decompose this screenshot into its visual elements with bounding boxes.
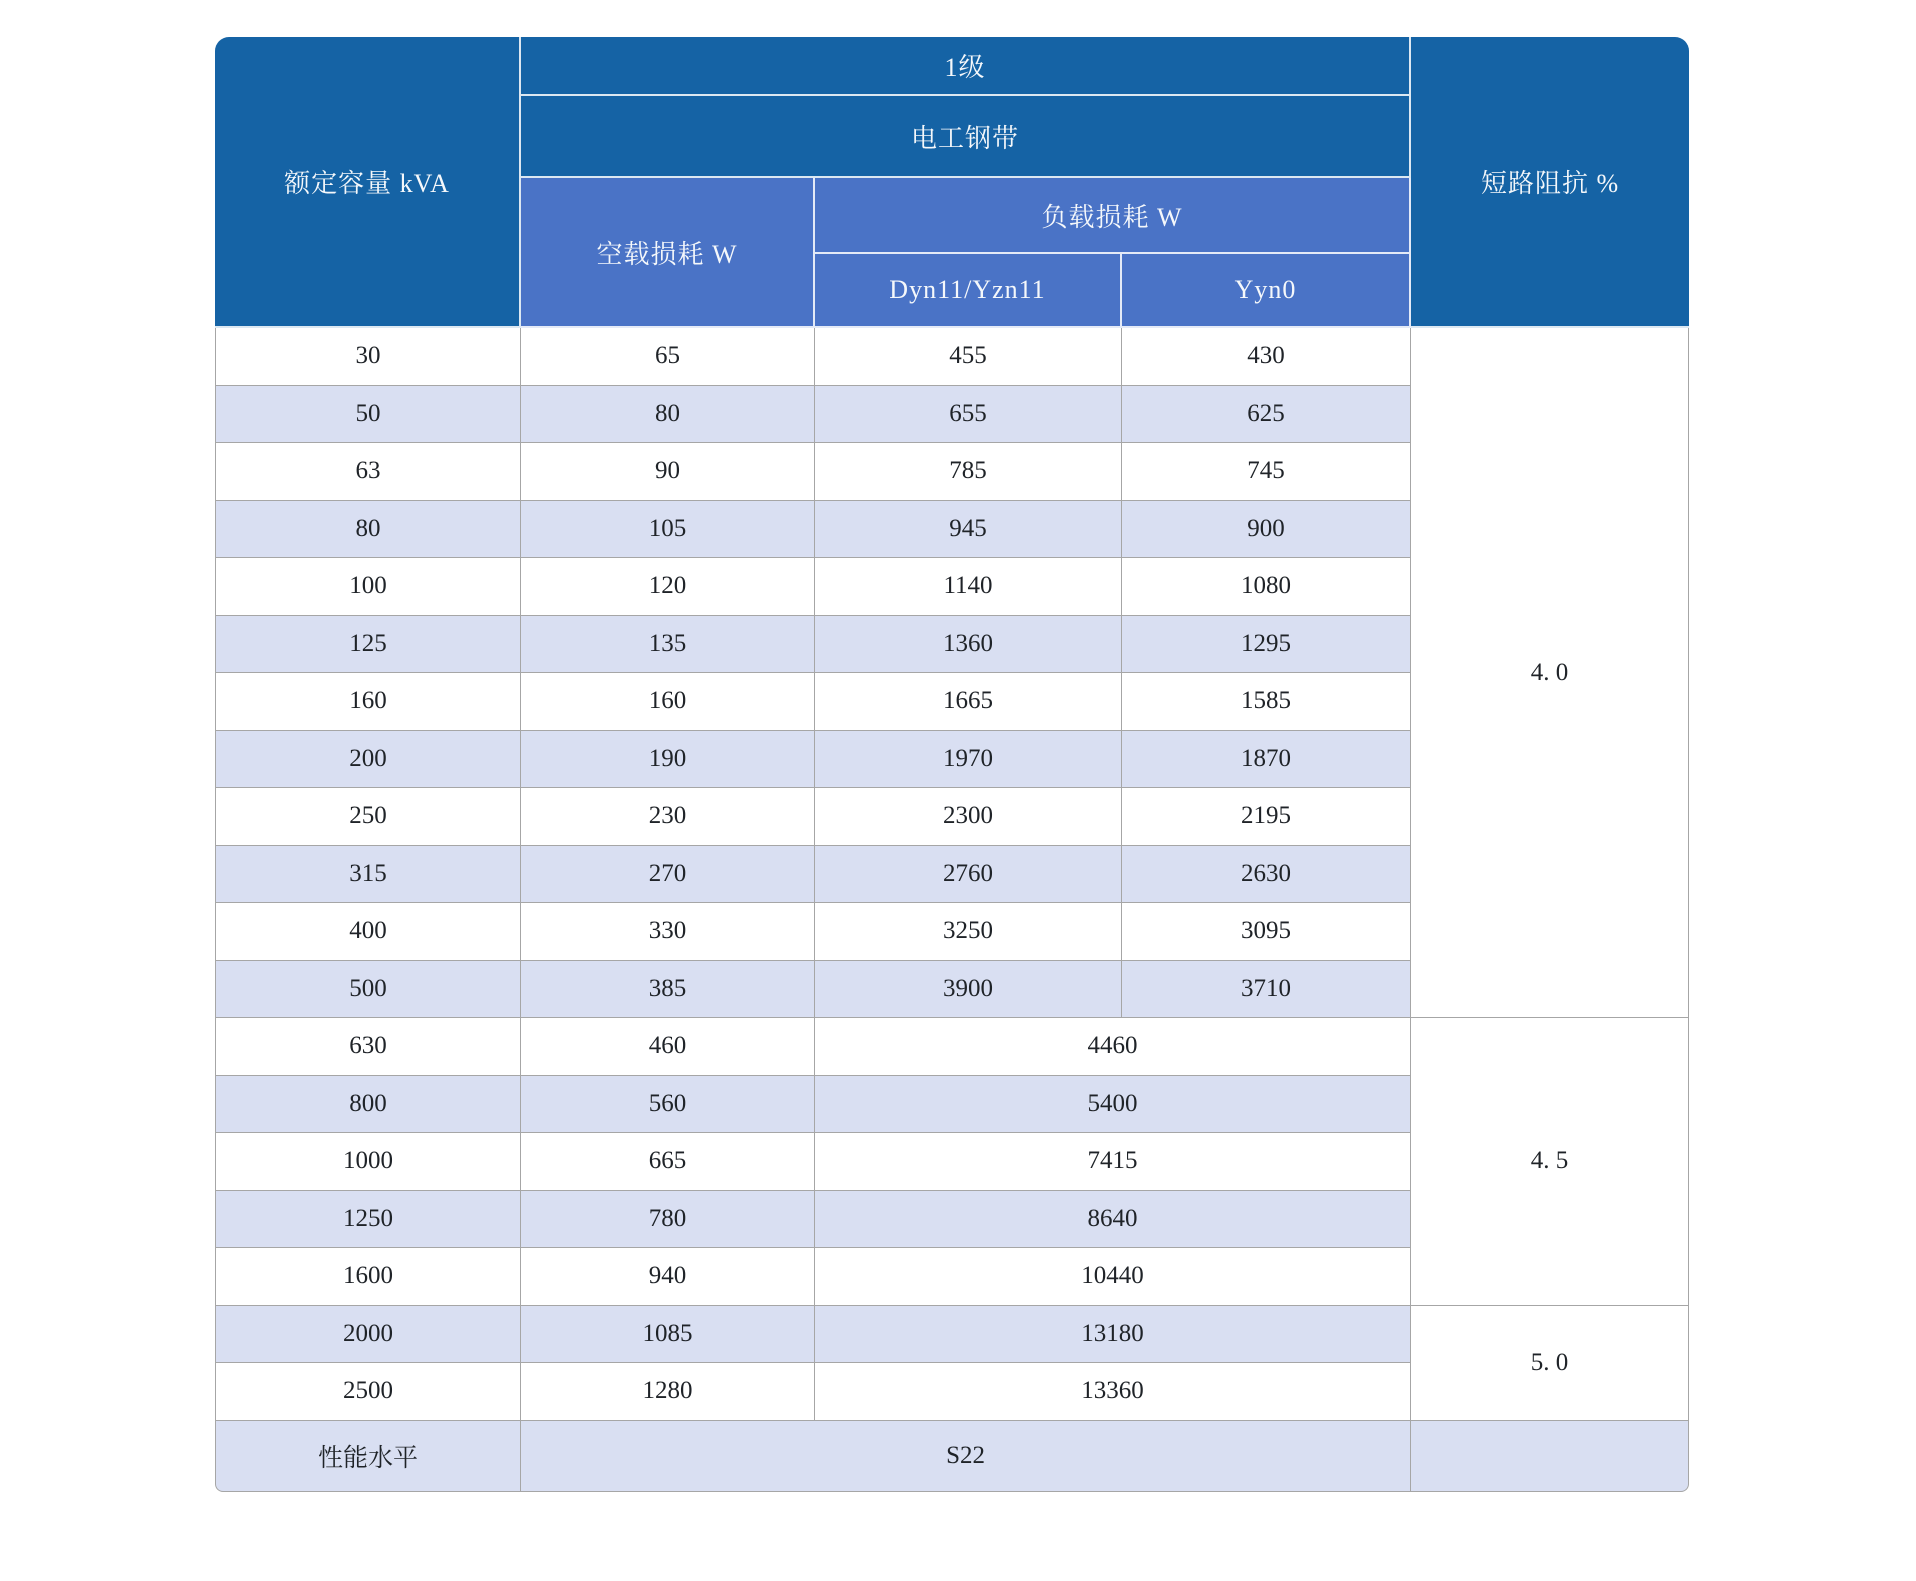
cell-capacity: 80 xyxy=(215,501,521,559)
cell-no-load-loss: 665 xyxy=(521,1133,815,1191)
header-dyn11-yzn11: Dyn11/Yzn11 xyxy=(815,254,1122,328)
cell-load-loss-dyn: 945 xyxy=(815,501,1122,559)
cell-load-loss-dyn: 785 xyxy=(815,443,1122,501)
cell-impedance: 5. 0 xyxy=(1411,1306,1689,1421)
cell-load-loss-dyn: 3900 xyxy=(815,961,1122,1019)
cell-load-loss-dyn: 2300 xyxy=(815,788,1122,846)
cell-load-loss-dyn: 455 xyxy=(815,328,1122,386)
footer-label: 性能水平 xyxy=(215,1421,521,1492)
cell-no-load-loss: 65 xyxy=(521,328,815,386)
cell-capacity: 63 xyxy=(215,443,521,501)
cell-capacity: 1000 xyxy=(215,1133,521,1191)
cell-capacity: 400 xyxy=(215,903,521,961)
table-row xyxy=(215,1306,1689,1364)
header-no-load-loss: 空载损耗 W xyxy=(521,178,815,328)
cell-capacity: 100 xyxy=(215,558,521,616)
cell-no-load-loss: 940 xyxy=(521,1248,815,1306)
cell-load-loss-yyn: 900 xyxy=(1122,501,1411,559)
cell-no-load-loss: 330 xyxy=(521,903,815,961)
cell-capacity: 800 xyxy=(215,1076,521,1134)
transformer-loss-spec-table xyxy=(215,37,1689,1492)
cell-load-loss-merged: 7415 xyxy=(815,1133,1411,1191)
cell-impedance: 4. 0 xyxy=(1411,328,1689,1018)
cell-no-load-loss: 560 xyxy=(521,1076,815,1134)
cell-capacity: 1250 xyxy=(215,1191,521,1249)
cell-load-loss-dyn: 1970 xyxy=(815,731,1122,789)
cell-no-load-loss: 385 xyxy=(521,961,815,1019)
header-impedance: 短路阻抗 % xyxy=(1411,37,1689,328)
cell-capacity: 250 xyxy=(215,788,521,846)
header-level-1: 1级 xyxy=(521,37,1411,96)
cell-no-load-loss: 80 xyxy=(521,386,815,444)
header-steel-strip: 电工钢带 xyxy=(521,96,1411,178)
footer-row xyxy=(215,1421,1689,1492)
cell-load-loss-merged: 13360 xyxy=(815,1363,1411,1421)
table-row xyxy=(215,1018,1689,1076)
footer-empty-cell xyxy=(1411,1421,1689,1492)
cell-capacity: 630 xyxy=(215,1018,521,1076)
footer-value: S22 xyxy=(521,1421,1411,1492)
cell-load-loss-yyn: 1080 xyxy=(1122,558,1411,616)
table-row xyxy=(215,328,1689,386)
cell-no-load-loss: 460 xyxy=(521,1018,815,1076)
cell-load-loss-merged: 10440 xyxy=(815,1248,1411,1306)
cell-load-loss-yyn: 1585 xyxy=(1122,673,1411,731)
header-yyn0: Yyn0 xyxy=(1122,254,1411,328)
cell-capacity: 2000 xyxy=(215,1306,521,1364)
cell-load-loss-yyn: 3095 xyxy=(1122,903,1411,961)
cell-load-loss-merged: 5400 xyxy=(815,1076,1411,1134)
cell-load-loss-yyn: 625 xyxy=(1122,386,1411,444)
cell-load-loss-yyn: 1295 xyxy=(1122,616,1411,674)
cell-load-loss-yyn: 430 xyxy=(1122,328,1411,386)
cell-load-loss-dyn: 2760 xyxy=(815,846,1122,904)
cell-load-loss-yyn: 1870 xyxy=(1122,731,1411,789)
cell-load-loss-dyn: 1360 xyxy=(815,616,1122,674)
cell-capacity: 160 xyxy=(215,673,521,731)
cell-capacity: 2500 xyxy=(215,1363,521,1421)
cell-load-loss-yyn: 2195 xyxy=(1122,788,1411,846)
header-rated-capacity: 额定容量 kVA xyxy=(215,37,521,328)
cell-load-loss-yyn: 3710 xyxy=(1122,961,1411,1019)
cell-load-loss-dyn: 1665 xyxy=(815,673,1122,731)
cell-impedance: 4. 5 xyxy=(1411,1018,1689,1306)
cell-load-loss-merged: 4460 xyxy=(815,1018,1411,1076)
cell-no-load-loss: 1280 xyxy=(521,1363,815,1421)
cell-load-loss-dyn: 3250 xyxy=(815,903,1122,961)
header-row-1 xyxy=(215,37,1689,96)
cell-load-loss-yyn: 2630 xyxy=(1122,846,1411,904)
cell-no-load-loss: 270 xyxy=(521,846,815,904)
header-load-loss: 负载损耗 W xyxy=(815,178,1411,254)
cell-no-load-loss: 120 xyxy=(521,558,815,616)
cell-no-load-loss: 780 xyxy=(521,1191,815,1249)
cell-load-loss-yyn: 745 xyxy=(1122,443,1411,501)
cell-no-load-loss: 190 xyxy=(521,731,815,789)
cell-no-load-loss: 105 xyxy=(521,501,815,559)
cell-load-loss-merged: 13180 xyxy=(815,1306,1411,1364)
cell-no-load-loss: 90 xyxy=(521,443,815,501)
cell-capacity: 50 xyxy=(215,386,521,444)
cell-no-load-loss: 160 xyxy=(521,673,815,731)
cell-capacity: 30 xyxy=(215,328,521,386)
cell-no-load-loss: 230 xyxy=(521,788,815,846)
cell-capacity: 500 xyxy=(215,961,521,1019)
cell-load-loss-merged: 8640 xyxy=(815,1191,1411,1249)
cell-capacity: 200 xyxy=(215,731,521,789)
cell-load-loss-dyn: 655 xyxy=(815,386,1122,444)
cell-capacity: 125 xyxy=(215,616,521,674)
cell-capacity: 315 xyxy=(215,846,521,904)
cell-load-loss-dyn: 1140 xyxy=(815,558,1122,616)
cell-capacity: 1600 xyxy=(215,1248,521,1306)
cell-no-load-loss: 1085 xyxy=(521,1306,815,1364)
cell-no-load-loss: 135 xyxy=(521,616,815,674)
